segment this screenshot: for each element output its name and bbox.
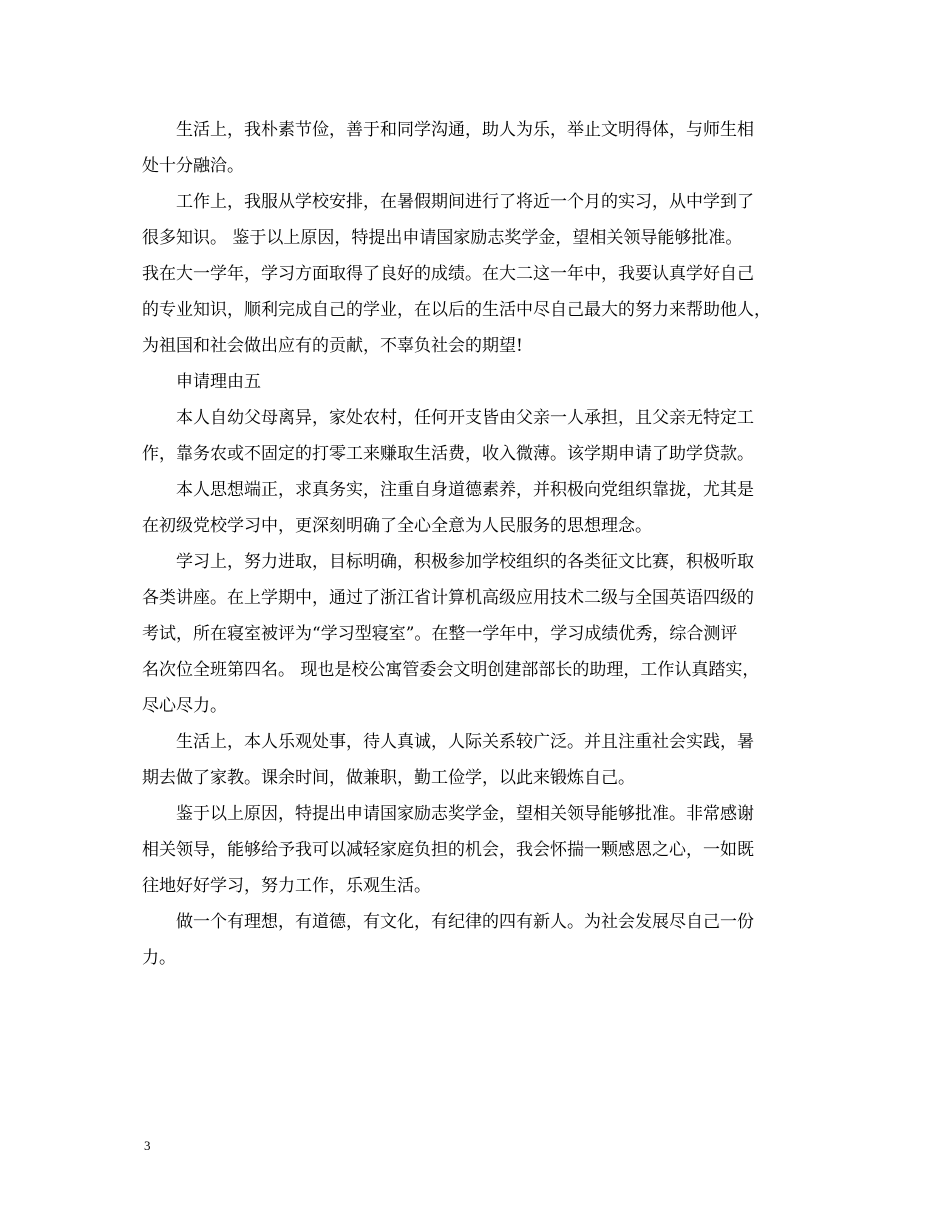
text-line: 期去做了家教。课余时间，做兼职，勤工俭学，以此来锻炼自己。	[142, 768, 635, 788]
text-line: 各类讲座。在上学期中，通过了浙江省计算机高级应用技术二级与全国英语四级的	[142, 588, 754, 608]
text-line: 生活上，我朴素节俭，善于和同学沟通，助人为乐，举止文明得体，与师生相	[176, 120, 754, 140]
text-line: 为祖国和社会做出应有的贡献，不辜负社会的期望!	[142, 336, 523, 356]
section-heading: 申请理由五	[176, 372, 261, 392]
text-line: 做一个有理想，有道德，有文化，有纪律的四有新人。为社会发展尽自己一份	[176, 912, 754, 932]
text-line: 往地好好学习，努力工作，乐观生活。	[142, 876, 431, 896]
document-body	[142, 112, 810, 976]
page-number: 3	[144, 1138, 151, 1153]
text-line: 作，靠务农或不固定的打零工来赚取生活费，收入微薄。该学期申请了助学贷款。	[142, 444, 754, 464]
text-line: 的专业知识，顺利完成自己的学业，在以后的生活中尽自己最大的努力来帮助他人，	[142, 300, 771, 320]
text-line: 考试，所在寝室被评为“学习型寝室”。在整一学年中，学习成绩优秀，综合测评	[142, 624, 738, 644]
text-line: 学习上，努力进取，目标明确，积极参加学校组织的各类征文比赛，积极听取	[176, 552, 754, 572]
text-line: 本人自幼父母离异，家处农村，任何开支皆由父亲一人承担，且父亲无特定工	[176, 408, 754, 428]
text-line: 相关领导，能够给予我可以减轻家庭负担的机会，我会怀揣一颗感恩之心，一如既	[142, 840, 754, 860]
text-line: 生活上，本人乐观处事，待人真诚，人际关系较广泛。并且注重社会实践，暑	[176, 732, 754, 752]
text-line: 力。	[142, 948, 176, 968]
text-line: 尽心尽力。	[142, 696, 227, 716]
text-line: 在初级党校学习中，更深刻明确了全心全意为人民服务的思想理念。	[142, 516, 652, 536]
text-line: 很多知识。 鉴于以上原因，特提出申请国家励志奖学金，望相关领导能够批准。	[142, 228, 743, 248]
text-line: 名次位全班第四名。 现也是校公寓管委会文明创建部部长的助理，工作认真踏实，	[142, 660, 760, 680]
text-line: 我在大一学年，学习方面取得了良好的成绩。在大二这一年中，我要认真学好自己	[142, 264, 754, 284]
text-line: 鉴于以上原因，特提出申请国家励志奖学金，望相关领导能够批准。非常感谢	[176, 804, 754, 824]
text-line: 本人思想端正，求真务实，注重自身道德素养，并积极向党组织靠拢，尤其是	[176, 480, 754, 500]
text-line: 处十分融洽。	[142, 156, 244, 176]
text-line: 工作上，我服从学校安排，在暑假期间进行了将近一个月的实习，从中学到了	[176, 192, 754, 212]
